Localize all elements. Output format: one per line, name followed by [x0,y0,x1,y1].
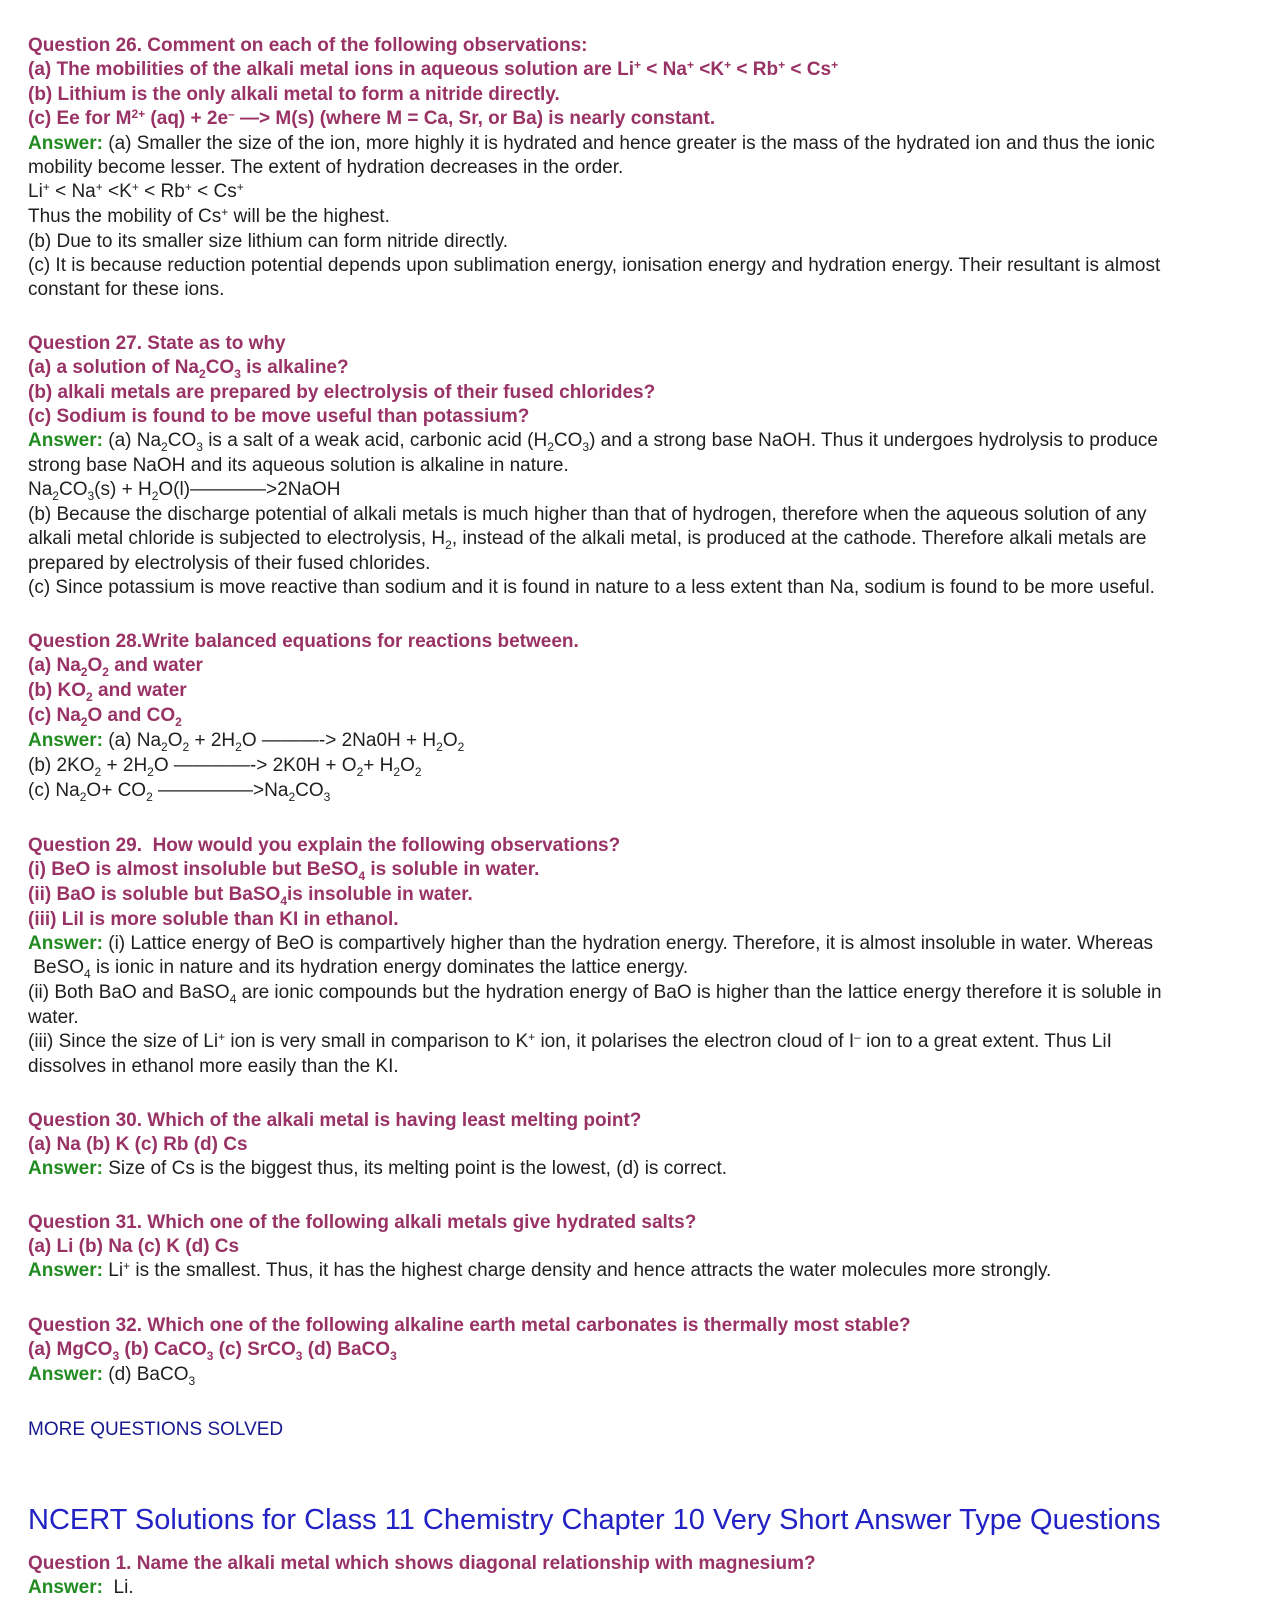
text-line [28,956,1261,981]
text-line [28,1211,1261,1235]
superscript: + [778,58,786,72]
subscript: 2 [393,765,401,779]
body-text: ion to a great extent. Thus LiI [860,1031,1112,1052]
subscript: 2 [457,740,465,754]
question-text: (c) Ee for M [28,108,132,129]
body-text: is the smallest. Thus, it has the highest charge density and hence attracts the water molecules more strongly. [130,1260,1052,1281]
subscript: 3 [206,1349,214,1363]
body-text: is a salt of a weak acid, carbonic acid (H [202,430,548,451]
superscript: + [634,58,642,72]
body-text: + 2H [189,730,236,751]
question-text: (c) Na [28,705,81,726]
subscript: 2 [175,715,182,729]
subscript: 2 [80,715,88,729]
text-line [28,908,1261,932]
body-text: constant for these ions. [28,279,225,300]
body-text: CO [167,430,197,451]
question-text: Question 27. State as to why [28,333,286,354]
question-text: (a) Na (b) K (c) Rb (d) Cs [28,1134,248,1155]
superscript: + [528,1030,536,1044]
subscript: 4 [229,992,237,1006]
body-text: will be the highest. [228,206,390,227]
subscript: 2 [235,740,242,754]
question-text: Question 30. Which of the alkali metal is having least melting point? [28,1110,642,1131]
superscript: + [218,1030,226,1044]
subscript: 2 [147,765,154,779]
text-line [28,230,1261,254]
question-text: < Rb [731,59,779,80]
body-text: < Rb [138,181,185,202]
body-text: + H [363,755,394,776]
body-text: CO [58,479,88,500]
question-text: Question 32. Which one of the following alkaline earth metal carbonates is thermally most stable? [28,1315,911,1336]
superscript: + [131,180,139,194]
question-text: < Na [641,59,687,80]
text-line [28,1363,1261,1388]
answer-label: Answer: [28,1158,103,1179]
text-line [28,254,1261,278]
body-text: ion, it polarises the electron cloud of I [535,1031,855,1052]
subscript: 2 [182,740,190,754]
body-text: <K [102,181,132,202]
body-text: < Cs [191,181,237,202]
answer-label: Answer: [28,430,103,451]
body-text: (a) Na [102,730,162,751]
question-text: (a) Na [28,655,81,676]
body-text: O ———-> 2Na0H + H [241,730,437,751]
body-text: (d) BaCO [102,1364,189,1385]
text-line [28,34,1261,58]
text-line [28,156,1261,180]
subscript: 2 [79,790,87,804]
text-line [28,1576,1261,1600]
body-text: Thus the mobility of Cs [28,206,222,227]
subscript: 2 [161,440,168,454]
subscript: 3 [234,367,241,381]
question-text: Question 26. Comment on each of the following observations: [28,35,588,56]
body-text: , instead of the alkali metal, is produced at the cathode. Therefore alkali metals are [451,528,1147,549]
body-text: (a) Smaller the size of the ion, more highly it is hydrated and hence greater is the mass of the hydrated ion and thus the ionic [102,133,1155,154]
question-text: (a) Li (b) Na (c) K (d) Cs [28,1236,240,1257]
text-line [28,1235,1261,1259]
question-31-block [28,1211,1261,1284]
body-text: BeSO [28,957,84,978]
text-line [28,654,1261,679]
body-text: O+ CO [86,780,147,801]
body-text: (a) Na [102,430,162,451]
question-text: (b) KO [28,680,87,701]
body-text: < Na [49,181,96,202]
subscript: 3 [323,790,331,804]
subscript: 2 [80,665,88,679]
body-text: alkali metal chloride is subjected to electrolysis, H [28,528,446,549]
question-text: O [87,655,103,676]
text-line [28,180,1261,205]
body-text: water. [28,1007,79,1028]
question-text: O and CO [87,705,176,726]
question-text: (b) alkali metals are prepared by electrolysis of their fused chlorides? [28,382,656,403]
question-32-block [28,1314,1261,1388]
text-line [28,704,1261,729]
subscript: 2 [86,690,93,704]
subscript: 3 [87,489,95,503]
body-text: is ionic in nature and its hydration energy dominates the lattice energy. [90,957,689,978]
answer-label: Answer: [28,730,103,751]
text-line [28,1109,1261,1133]
body-text: strong base NaOH and its aqueous solution is alkaline in nature. [28,455,569,476]
subscript: 2 [445,538,452,552]
question-text: (c) Sodium is found to be move useful than potassium? [28,406,530,427]
question-text: is insoluble in water. [287,884,473,905]
question-text: (a) a solution of Na [28,357,199,378]
subscript: 3 [112,1349,120,1363]
body-text: + 2H [101,755,148,776]
question-text: <K [693,59,725,80]
superscript: + [95,180,103,194]
superscript: – [854,1030,861,1044]
answer-label: Answer: [28,133,103,154]
body-text: CO [553,430,583,451]
body-text: O(l)————>2NaOH [158,479,341,500]
text-line [28,932,1261,956]
text-line [28,503,1261,527]
subscript: 4 [83,967,91,981]
body-text: —————>Na [152,780,289,801]
superscript: + [831,58,839,72]
body-text: Na [28,479,53,500]
subscript: 2 [161,740,168,754]
text-line [28,1157,1261,1181]
text-line [28,83,1261,107]
body-text: prepared by electrolysis of their fused chlorides. [28,553,431,574]
text-line [28,552,1261,576]
body-text: (b) Due to its smaller size lithium can form nitride directly. [28,231,509,252]
text-line [28,1006,1261,1030]
body-text: Li [102,1260,124,1281]
text-line [28,630,1261,654]
question-text: (b) Lithium is the only alkali metal to form a nitride directly. [28,84,560,105]
body-text: (b) 2KO [28,755,95,776]
text-line [28,981,1261,1006]
body-text: are ionic compounds but the hydration energy of BaO is higher than the lattice energy therefore it is soluble in [236,982,1162,1003]
body-text: (c) Since potassium is move reactive than sodium and it is found in nature to a less extent than Na, sodium is found to be more useful. [28,577,1155,598]
question-27-block [28,332,1261,600]
text-line [28,834,1261,858]
section-heading-text: MORE QUESTIONS SOLVED [28,1419,284,1440]
subscript: 2 [436,740,443,754]
question-text: Question 1. Name the alkali metal which shows diagonal relationship with magnesium? [28,1553,816,1574]
subscript: 2 [414,765,422,779]
text-line [28,356,1261,381]
body-text: mobility become lesser. The extent of hydration decreases in the order. [28,157,624,178]
question-text: and water [92,680,187,701]
superscript: + [724,58,732,72]
text-line [28,1259,1261,1284]
subscript: 2 [146,790,153,804]
text-line [28,381,1261,405]
text-line [28,858,1261,883]
subscript: 3 [188,1374,196,1388]
subscript: 3 [582,440,590,454]
text-line [28,1030,1261,1055]
question-text: Question 29. How would you explain the following observations? [28,835,621,856]
body-text: O [167,730,183,751]
question-29-block [28,834,1261,1079]
answer-label: Answer: [28,1577,103,1598]
subscript: 4 [358,869,366,883]
superscript: + [236,180,244,194]
superscript: + [42,180,50,194]
question-26-block [28,34,1261,302]
question-text: and water [108,655,203,676]
question-text: < Cs [785,59,832,80]
superscript: + [123,1259,131,1273]
subscript: 3 [196,440,203,454]
question-text: (b) CaCO [119,1339,207,1360]
more-questions-solved-heading [28,1418,1261,1442]
text-line [28,1418,1261,1442]
text-line [28,527,1261,552]
text-line [28,58,1261,83]
text-line [28,576,1261,600]
text-line [28,1133,1261,1157]
body-text: dissolves in ethanol more easily than the KI. [28,1056,399,1077]
superscript: + [221,205,229,219]
body-text: Size of Cs is the biggest thus, its melting point is the lowest, (d) is correct. [102,1158,728,1179]
body-text: (ii) Both BaO and BaSO [28,982,230,1003]
text-line [28,729,1261,754]
text-line [28,1055,1261,1079]
question-text: (a) The mobilities of the alkali metal ions in aqueous solution are Li [28,59,634,80]
superscript: + [686,58,694,72]
text-line [28,1552,1261,1576]
question-28-block [28,630,1261,804]
question-text: (c) SrCO [213,1339,296,1360]
answer-label: Answer: [28,933,103,954]
question-text: is soluble in water. [365,859,540,880]
subscript: 2 [288,790,296,804]
body-text: O [400,755,415,776]
question-text: is alkaline? [240,357,349,378]
text-line [28,454,1261,478]
subscript: 3 [295,1349,303,1363]
body-text: (c) It is because reduction potential depends upon sublimation energy, ionisation energy and hydration energy. Their resultant is almost [28,255,1161,276]
text-line [28,132,1261,156]
text-line [28,278,1261,302]
text-line [28,107,1261,132]
question-text: (d) BaCO [302,1339,391,1360]
body-text: ion is very small in comparison to K [225,1031,529,1052]
text-line [28,205,1261,230]
subscript: 2 [199,367,206,381]
answer-label: Answer: [28,1260,103,1281]
body-text: O [442,730,458,751]
text-line [28,679,1261,704]
question-1-block [28,1552,1261,1600]
body-text: (i) Lattice energy of BeO is compartively higher than the hydration energy. Therefore, it is almost insoluble in water. Whereas [102,933,1154,954]
subscript: 2 [94,765,102,779]
question-text: —> M(s) (where M = Ca, Sr, or Ba) is nearly constant. [234,108,716,129]
body-text: (iii) Since the size of Li [28,1031,219,1052]
text-line [28,429,1261,454]
text-line [28,1500,1261,1540]
superscript: 2+ [131,107,146,121]
question-text: CO [205,357,235,378]
answer-label: Answer: [28,1364,103,1385]
question-text: (iii) LiI is more soluble than KI in ethanol. [28,909,399,930]
text-line [28,883,1261,908]
page-heading-text: NCERT Solutions for Class 11 Chemistry Chapter 10 Very Short Answer Type Questions [28,1504,1161,1536]
chapter-heading [28,1500,1261,1540]
subscript: 2 [151,489,159,503]
question-text: Question 31. Which one of the following alkali metals give hydrated salts? [28,1212,697,1233]
body-text: (b) Because the discharge potential of alkali metals is much higher than that of hydrogen, therefore when the aqueous solution of any [28,504,1147,525]
body-text: (c) Na [28,780,80,801]
text-line [28,478,1261,503]
question-text: Question 28.Write balanced equations for reactions between. [28,631,579,652]
subscript: 3 [390,1349,397,1363]
text-line [28,779,1261,804]
text-line [28,1314,1261,1338]
question-text: (ii) BaO is soluble but BaSO [28,884,281,905]
body-text: Li [28,181,43,202]
superscript: + [184,180,192,194]
question-text: (aq) + 2e [145,108,229,129]
subscript: 2 [102,665,109,679]
text-line [28,332,1261,356]
subscript: 2 [356,765,364,779]
body-text: CO [295,780,324,801]
text-line [28,1338,1261,1363]
subscript: 2 [52,489,59,503]
question-text: (i) BeO is almost insoluble but BeSO [28,859,359,880]
superscript: – [228,107,235,121]
body-text: ) and a strong base NaOH. Thus it undergoes hydrolysis to produce [589,430,1158,451]
subscript: 2 [547,440,554,454]
subscript: 4 [280,894,287,908]
body-text: O ————-> 2K0H + O [153,755,357,776]
question-text: (a) MgCO [28,1339,113,1360]
body-text: Li. [102,1577,134,1598]
text-line [28,405,1261,429]
text-line [28,754,1261,779]
body-text: (s) + H [94,479,152,500]
question-30-block [28,1109,1261,1181]
